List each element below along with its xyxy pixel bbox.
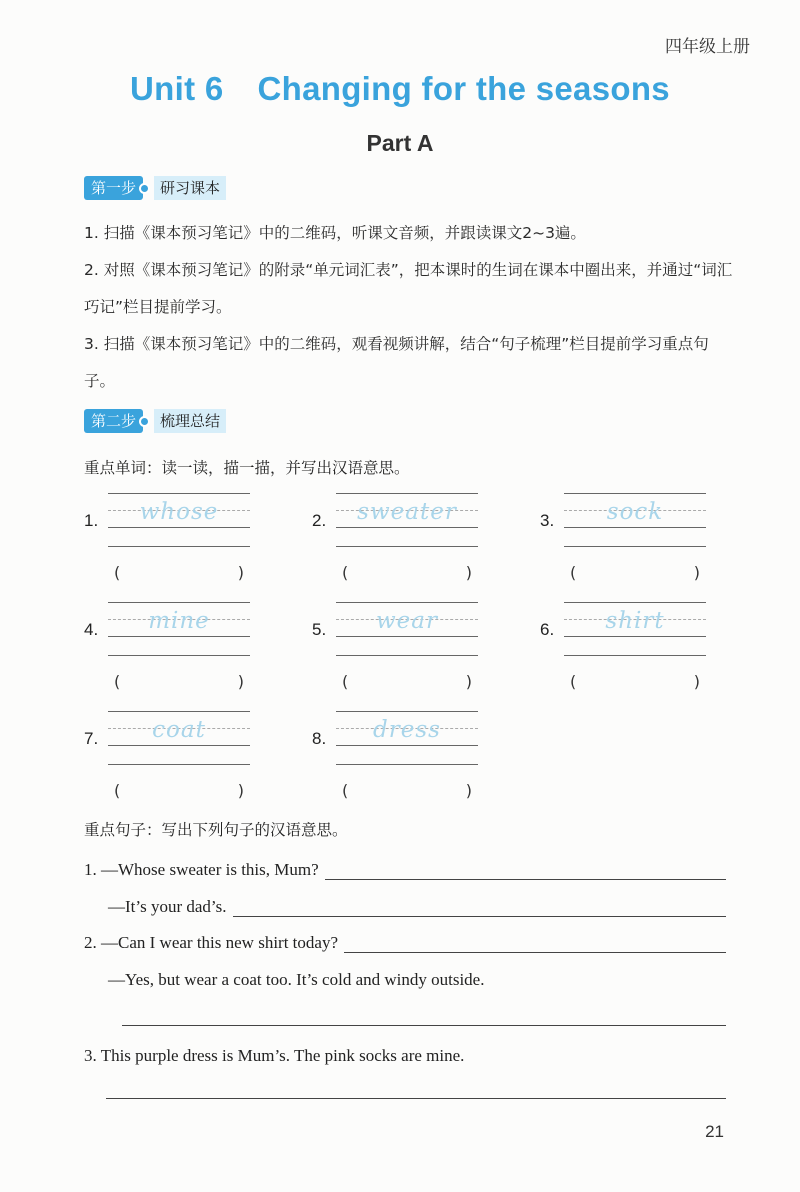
step2-badge: 第二步 — [84, 409, 143, 433]
word-number: 3. — [540, 511, 555, 530]
word-item: 3. sock ( ) — [540, 493, 740, 583]
answer-line-full[interactable] — [106, 1098, 726, 1099]
sentences-heading: 重点句子：写出下列句子的汉语意思。 — [84, 821, 348, 839]
word-item: 2. sweater ( ) — [312, 493, 512, 583]
word-number: 8. — [312, 729, 327, 748]
trace-word: wear — [375, 608, 438, 634]
step1-badge: 第一步 — [84, 176, 143, 200]
step1-dot-icon — [139, 183, 150, 194]
trace-word: dress — [373, 717, 441, 743]
step1-item-2: 2. 对照《课本预习笔记》的附录“单元词汇表”，把本课时的生词在课本中圈出来，并通过“词汇巧记”栏目提前学习。 — [84, 261, 733, 316]
trace-word: whose — [139, 499, 219, 525]
word-item: 8. dress ( ) — [312, 711, 512, 801]
sentence-1-reply — [84, 887, 726, 917]
word-item: 1. whose ( ) — [84, 493, 284, 583]
page-number: 21 — [705, 1122, 724, 1141]
step1-header — [84, 176, 226, 200]
step1-item-3: 3. 扫描《课本预习笔记》中的二维码，观看视频讲解，结合“句子梳理”栏目提前学习重点句子。 — [84, 335, 709, 390]
grade-label: 四年级上册 — [665, 37, 750, 57]
word-number: 1. — [84, 511, 99, 530]
sentence-text: 2. —Can I wear this new shirt today? — [84, 933, 338, 952]
sentence-text: —It’s your dad’s. — [108, 897, 227, 916]
trace-word: sock — [606, 499, 664, 525]
unit-name: Changing for the seasons — [257, 70, 670, 107]
sentence-text: 1. —Whose sweater is this, Mum? — [84, 860, 319, 879]
trace-word: mine — [148, 608, 210, 634]
sentence-2-reply — [84, 960, 726, 990]
word-number: 4. — [84, 620, 99, 639]
word-item: 6. shirt ( ) — [540, 602, 740, 692]
answer-line[interactable] — [233, 894, 726, 917]
sentence-1 — [84, 850, 726, 880]
words-heading: 重点单词：读一读，描一描，并写出汉语意思。 — [84, 459, 410, 477]
word-row-2 — [84, 602, 734, 692]
part-heading: Part A — [366, 130, 434, 156]
word-number: 5. — [312, 620, 327, 639]
step2-header — [84, 409, 226, 433]
step1-label: 研习课本 — [154, 176, 226, 200]
unit-title — [0, 70, 800, 108]
sentence-2 — [84, 923, 726, 953]
answer-line[interactable] — [344, 930, 726, 953]
trace-word: coat — [152, 717, 206, 743]
word-row-1 — [84, 493, 734, 583]
sentence-3 — [84, 1036, 726, 1066]
trace-word: sweater — [357, 499, 457, 525]
unit-number: Unit 6 — [130, 70, 224, 107]
word-number: 6. — [540, 620, 555, 639]
sentence-text: —Yes, but wear a coat too. It’s cold and windy outside. — [108, 970, 485, 989]
word-item: 5. wear ( ) — [312, 602, 512, 692]
word-number: 7. — [84, 729, 99, 748]
answer-line[interactable] — [325, 857, 726, 880]
word-number: 2. — [312, 511, 327, 530]
step1-item-1: 1. 扫描《课本预习笔记》中的二维码，听课文音频，并跟读课文2~3遍。 — [84, 224, 586, 242]
answer-line-full[interactable] — [122, 1025, 726, 1026]
step2-dot-icon — [139, 416, 150, 427]
word-row-3 — [84, 711, 734, 801]
step2-label: 梳理总结 — [154, 409, 226, 433]
sentence-text: 3. This purple dress is Mum’s. The pink socks are mine. — [84, 1046, 465, 1065]
trace-word: shirt — [605, 608, 665, 634]
word-item: 7. coat ( ) — [84, 711, 284, 801]
word-item: 4. mine ( ) — [84, 602, 284, 692]
